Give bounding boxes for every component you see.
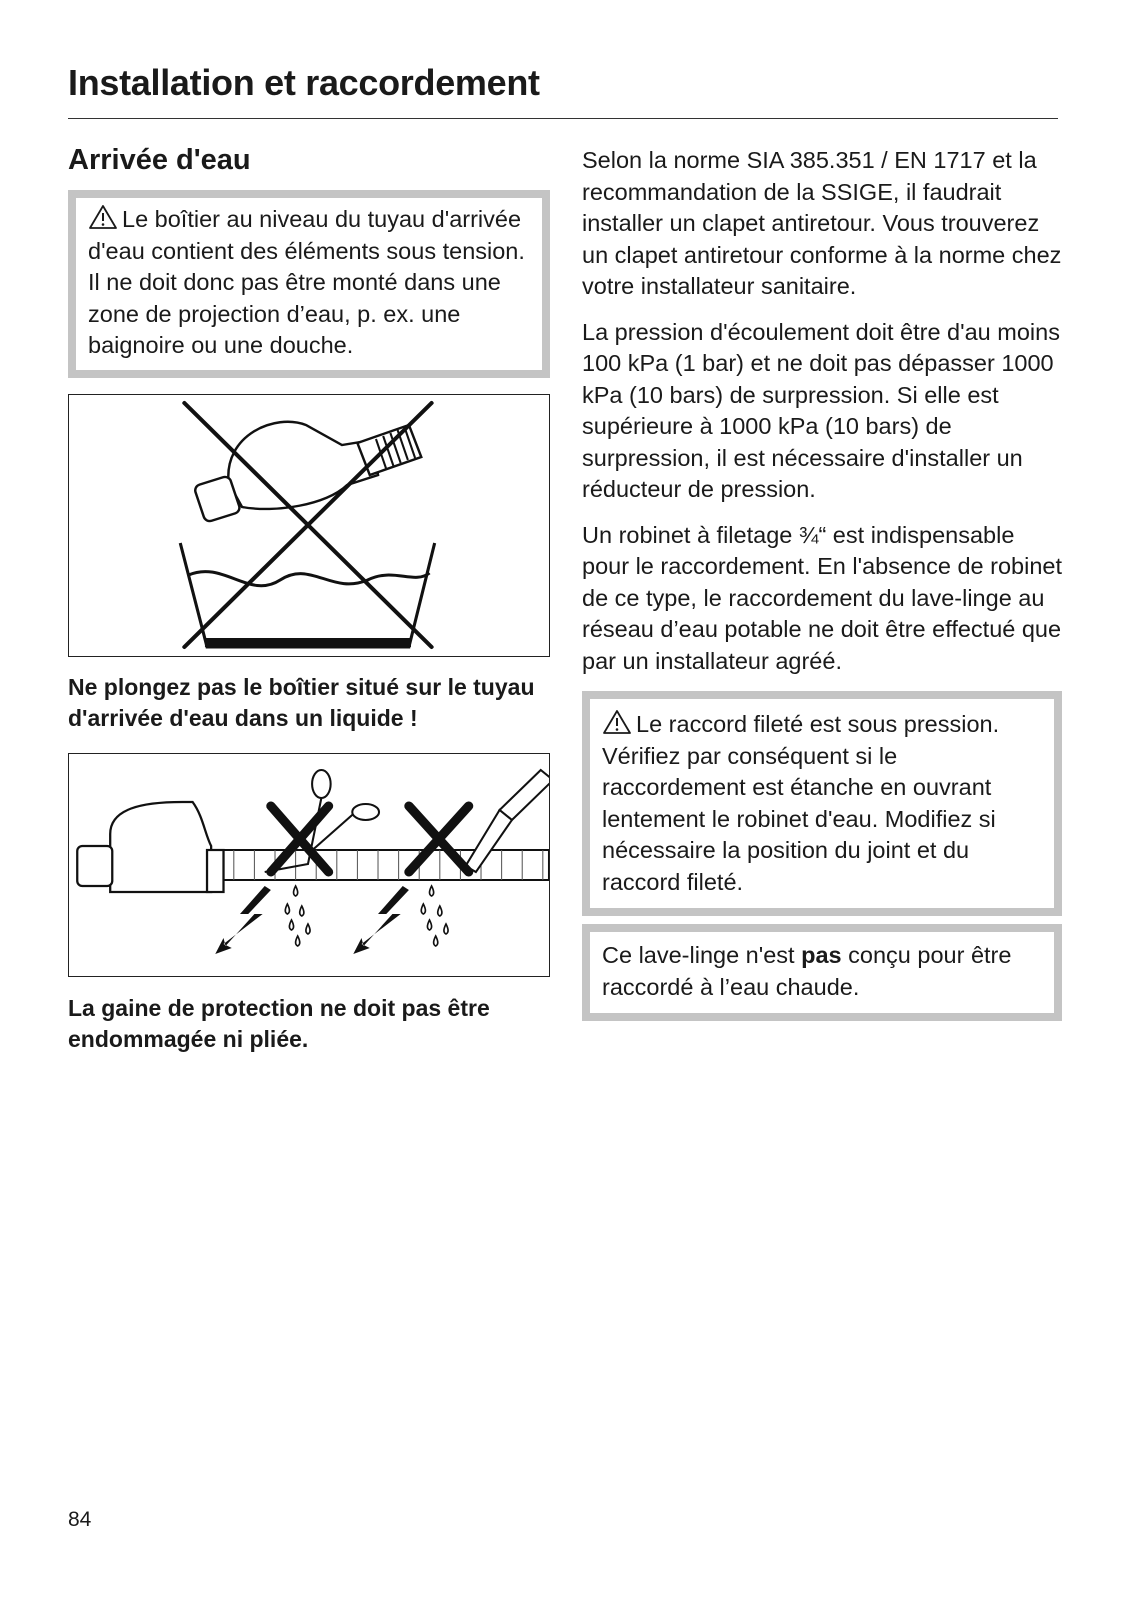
- header-divider: [68, 118, 1058, 119]
- warning-box-housing: [68, 190, 550, 378]
- illustration-housing-over-tub: [69, 395, 549, 656]
- note-box-hot-water: [582, 924, 1062, 1021]
- figure-protective-sheath: [68, 753, 550, 977]
- page-number: 84: [68, 1508, 92, 1531]
- right-column: [582, 145, 1062, 1021]
- section-title: Arrivée d'eau: [68, 144, 251, 176]
- note-text-suffix: conçu pour être raccordé à l’eau chaude.: [602, 942, 1012, 1000]
- warning-text-housing: Le boîtier au niveau du tuyau d'arrivée d'eau contient des éléments sous tension. Il ne doit donc pas être monté dans une zone de projection d’eau, p. ex. une baignoire ou une douche.: [88, 206, 525, 358]
- illustration-do-not-cut-hose: [69, 754, 549, 976]
- warning-triangle-icon: [88, 204, 118, 230]
- page-header-title: Installation et raccordement: [68, 62, 540, 103]
- warning-text-threaded-connection: Le raccord fileté est sous pression. Vérifiez par conséquent si le raccordement est étanche en ouvrant lentement le robinet d'eau. Modifiez si nécessaire la position du joint et du raccord fileté.: [602, 711, 1000, 895]
- note-text-prefix: Ce lave-linge n'est: [602, 942, 802, 968]
- note-text-emphasis: pas: [801, 942, 842, 968]
- paragraph-backflow: Selon la norme SIA 385.351 / EN 1717 et la recommandation de la SSIGE, il faudrait installer un clapet antiretour. Vous trouverez un clapet antiretour conforme à la norme chez votre installateur sanitaire.: [582, 147, 1062, 299]
- left-column: [68, 190, 550, 1056]
- caption-no-immersion: Ne plongez pas le boîtier situé sur le tuyau d'arrivée d'eau dans un liquide !: [68, 673, 535, 731]
- warning-box-threaded-connection: [582, 691, 1062, 916]
- figure-no-immersion: [68, 394, 550, 657]
- paragraph-tap: Un robinet à filetage ¾“ est indispensable pour le raccordement. En l'absence de robinet de ce type, le raccordement du lave-linge au réseau d’eau potable ne doit être effectué que par un installateur agréé.: [582, 521, 1062, 674]
- warning-triangle-icon: [602, 709, 632, 735]
- paragraph-pressure: La pression d'écoulement doit être d'au moins 100 kPa (1 bar) et ne doit pas dépasser 1000 kPa (10 bars) de surpression. Si elle est supérieure à 1000 kPa (10 bars) de surpression, il est nécessaire d'installer un réducteur de pression.: [582, 318, 1060, 502]
- caption-protective-sheath: La gaine de protection ne doit pas être endommagée ni pliée.: [68, 994, 490, 1052]
